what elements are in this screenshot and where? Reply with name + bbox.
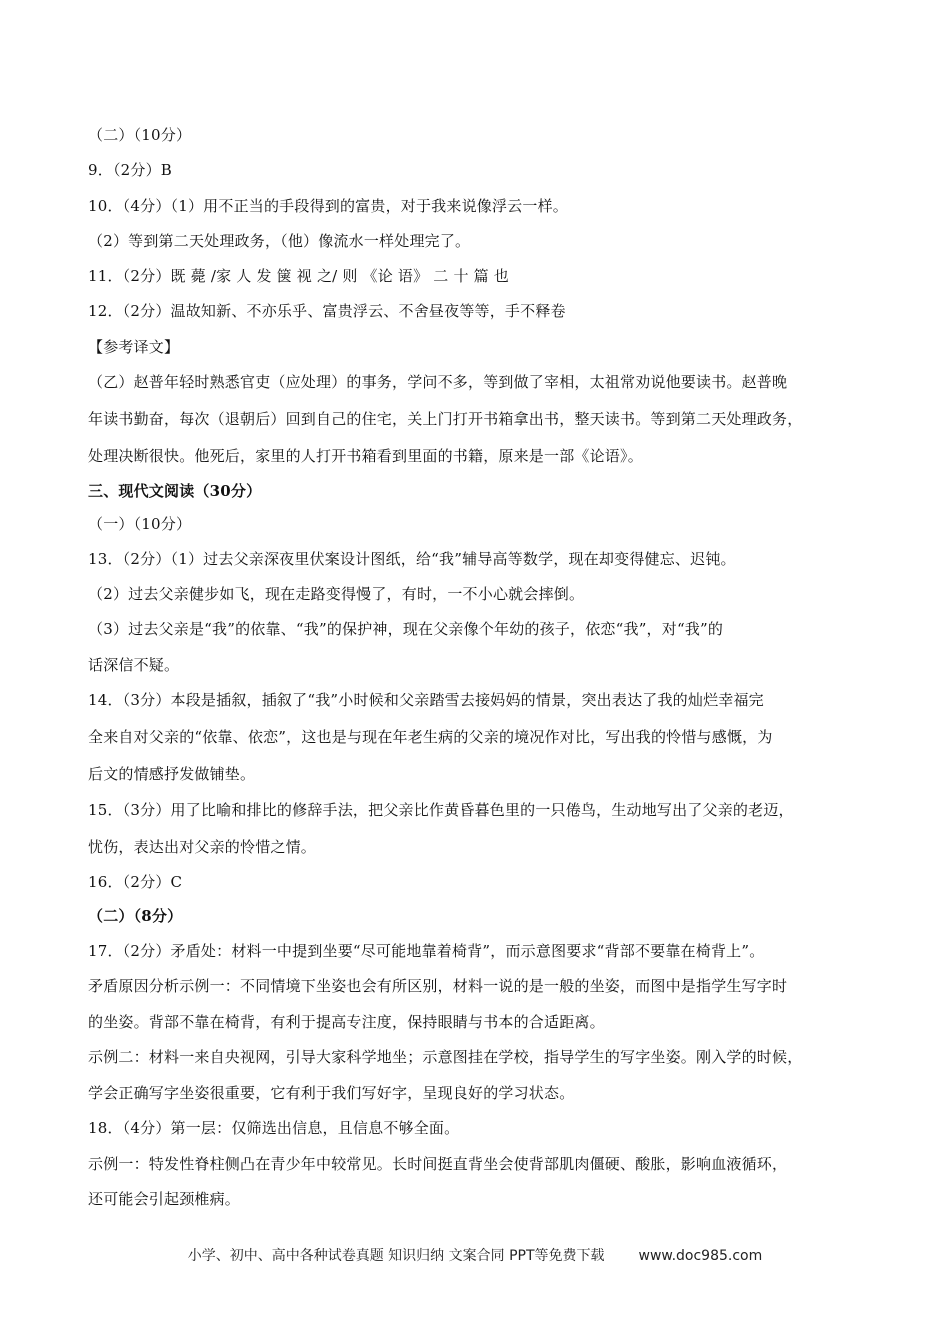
translation-line: （乙）赵普年轻时熟悉官吏（应处理）的事务，学问不多，等到做了宰相，太祖常劝说他要读书。赵普晚 [88,373,788,391]
answer-line: （2）过去父亲健步如飞，现在走路变得慢了，有时，一不小心就会摔倒。 [88,585,585,603]
answer-line: 忧伤，表达出对父亲的怜惜之情。 [88,838,317,856]
answer-line: 11．（2分）既 薨 /家 人 发 箧 视 之/ 则 《论 语》 二 十 篇 也 [88,267,509,285]
answer-line: 9．（2分）B [88,161,173,179]
answer-line: 17．（2分）矛盾处：材料一中提到坐要“尽可能地靠着椅背”，而示意图要求“背部不要靠在椅背上”。 [88,942,765,960]
subsection-heading: （一）（10分） [88,515,192,533]
answer-line: 14．（3分）本段是插叙，插叙了“我”小时候和父亲踏雪去接妈妈的情景，突出表达了我的灿烂幸福完 [88,691,764,709]
answer-line: 学会正确写字坐姿很重要，它有利于我们写好字，呈现良好的学习状态。 [88,1084,575,1102]
answer-line: （3）过去父亲是“我”的依靠、“我”的保护神，现在父亲像个年幼的孩子，依恋“我”，对“我”的 [88,620,724,638]
answer-line: 全来自对父亲的“依靠、依恋”，这也是与现在年老生病的父亲的境况作对比，写出我的怜惜与感慨，为 [88,728,773,746]
answer-line: 15．（3分）用了比喻和排比的修辞手法，把父亲比作黄昏暮色里的一只倦鸟，生动地写出了父亲的老迈， [88,801,794,819]
section-heading-part-two: （二）（10分） [88,126,192,144]
answer-line: （2）等到第二天处理政务，（他）像流水一样处理完了。 [88,232,471,250]
answer-line: 10．（4分）（1）用不正当的手段得到的富贵，对于我来说像浮云一样。 [88,197,568,215]
answer-line: 矛盾原因分析示例一：不同情境下坐姿也会有所区别，材料一说的是一般的坐姿，而图中是指学生写字时 [88,977,788,995]
answer-line: 示例一：特发性脊柱侧凸在青少年中较常见。长时间挺直背坐会使背部肌肉僵硬、酸胀，影响血液循环， [88,1155,788,1173]
answer-line: 12．（2分）温故知新、不亦乐乎、富贵浮云、不舍昼夜等等，手不释卷 [88,302,566,320]
footer-url[interactable]: www.doc985.com [638,1248,763,1264]
answer-line: 18．（4分）第一层：仅筛选出信息，且信息不够全面。 [88,1119,460,1137]
footer-text: 小学、初中、高中各种试卷真题 知识归纳 文案合同 PPT等免费下载 [187,1248,605,1264]
translation-line: 处理决断很快。他死后，家里的人打开书箱看到里面的书籍，原来是一部《论语》。 [88,447,643,465]
translation-line: 年读书勤奋，每次（退朝后）回到自己的住宅，关上门打开书箱拿出书，整天读书。等到第二天处理政务， [88,410,803,428]
page-footer [0,1245,950,1265]
answer-line: 16．（2分）C [88,873,183,891]
answer-line: 后文的情感抒发做铺垫。 [88,765,256,783]
answer-line: 还可能会引起颈椎病。 [88,1190,241,1208]
subsection-heading: （二）（8分） [88,907,183,925]
answer-line: 话深信不疑。 [88,656,180,674]
section-heading-modern-reading: 三、现代文阅读（30分） [88,482,262,500]
reference-translation-heading: 【参考译文】 [88,338,180,356]
answer-line: 示例二：材料一来自央视网，引导大家科学地坐；示意图挂在学校，指导学生的写字坐姿。刚入学的时候， [88,1048,803,1066]
answer-line: 13．（2分）（1）过去父亲深夜里伏案设计图纸，给“我”辅导高等数学，现在却变得健忘、迟钝。 [88,550,736,568]
answer-line: 的坐姿。背部不靠在椅背，有利于提高专注度，保持眼睛与书本的合适距离。 [88,1013,605,1031]
